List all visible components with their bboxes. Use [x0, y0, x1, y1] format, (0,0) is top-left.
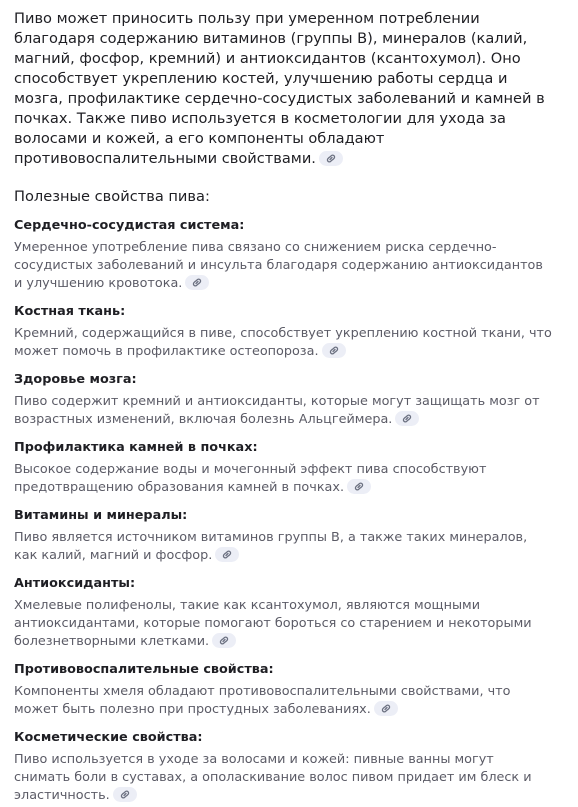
property-text-block	[14, 597, 554, 651]
source-link-button[interactable]	[215, 547, 239, 562]
property-text: Высокое содержание воды и мочегонный эффект пива способствуют предотвращению образования камней в почках.	[14, 462, 487, 495]
property-title: Сердечно-сосудистая система:	[14, 218, 245, 233]
property-text-block	[14, 393, 554, 429]
link-icon	[119, 789, 131, 800]
property-section	[14, 575, 554, 651]
property-text: Компоненты хмеля обладают противовоспалительными свойствами, что может быть полезно при простудных заболеваниях.	[14, 684, 511, 717]
link-icon	[218, 635, 230, 646]
property-text-block	[14, 461, 554, 497]
source-link-button[interactable]	[347, 479, 371, 494]
property-section	[14, 729, 554, 805]
property-section	[14, 371, 554, 429]
answer-content	[14, 9, 554, 805]
link-icon	[325, 153, 337, 164]
property-title: Противовоспалительные свойства:	[14, 662, 274, 677]
source-link-button[interactable]	[185, 275, 209, 290]
property-text: Хмелевые полифенолы, такие как ксантохумол, являются мощными антиоксидантами, которые помогают бороться со старением и некоторыми болезнетворными клетками.	[14, 598, 532, 649]
property-title: Профилактика камней в почках:	[14, 440, 258, 455]
property-section	[14, 217, 554, 293]
property-text-block	[14, 325, 554, 361]
property-title: Здоровье мозга:	[14, 372, 137, 387]
property-text-block	[14, 751, 554, 805]
property-text: Пиво содержит кремний и антиоксиданты, которые могут защищать мозг от возрастных изменений, включая болезнь Альцгеймера.	[14, 394, 540, 427]
properties-list	[14, 217, 554, 805]
link-icon	[401, 413, 413, 424]
property-text-block	[14, 239, 554, 293]
property-title: Антиоксиданты:	[14, 576, 136, 591]
property-text: Кремний, содержащийся в пиве, способствует укреплению костной ткани, что может помочь в профилактике остеопороза.	[14, 326, 552, 359]
source-link-button[interactable]	[322, 343, 346, 358]
source-link-button[interactable]	[374, 701, 398, 716]
property-title: Костная ткань:	[14, 304, 126, 319]
intro-text: Пиво может приносить пользу при умеренном потреблении благодаря содержанию витаминов (группы B), минералов (калий, магний, фосфор, кремний) и антиоксидантов (ксантохумол). Оно способствует укреплению костей, улучшению работы сердца и мозга, профилактике сердечно-сосудистых заболеваний и камней в почках. Также пиво используется в косметологии для ухода за волосами и кожей, а его компоненты обладают противовоспалительными свойствами.	[14, 10, 545, 167]
property-title: Витамины и минералы:	[14, 508, 188, 523]
property-text: Пиво является источником витаминов группы B, а также таких минералов, как калий, магний и фосфор.	[14, 530, 528, 563]
property-title: Косметические свойства:	[14, 730, 203, 745]
link-icon	[380, 703, 392, 714]
source-link-button[interactable]	[212, 633, 236, 648]
property-text: Умеренное употребление пива связано со снижением риска сердечно-сосудистых заболеваний и инсульта благодаря содержанию антиоксидантов и улучшению кровотока.	[14, 240, 543, 291]
property-text-block	[14, 683, 554, 719]
source-link-button[interactable]	[319, 151, 343, 166]
link-icon	[328, 345, 340, 356]
link-icon	[353, 481, 365, 492]
scrollbar[interactable]	[572, 0, 578, 807]
source-link-button[interactable]	[113, 787, 137, 802]
property-section	[14, 303, 554, 361]
property-text: Пиво используется в уходе за волосами и кожей: пивные ванны могут снимать боли в суставах, а ополаскивание волос пивом придает им блеск и эластичность.	[14, 752, 532, 803]
property-text-block	[14, 529, 554, 565]
property-section	[14, 439, 554, 497]
source-link-button[interactable]	[395, 411, 419, 426]
property-section	[14, 507, 554, 565]
intro-paragraph	[14, 9, 554, 169]
properties-heading: Полезные свойства пива:	[14, 188, 210, 205]
property-section	[14, 661, 554, 719]
link-icon	[221, 549, 233, 560]
link-icon	[191, 277, 203, 288]
